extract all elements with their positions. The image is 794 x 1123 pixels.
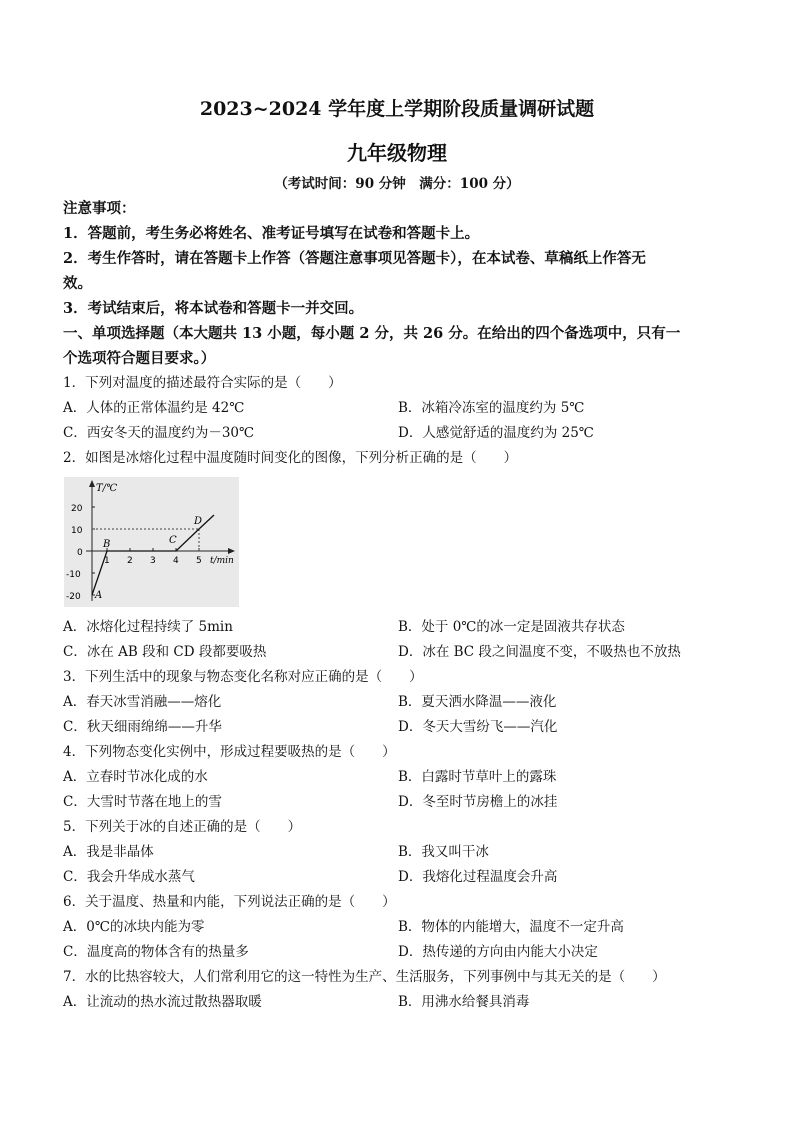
y-axis-arrow bbox=[89, 480, 95, 487]
note-item: 1．答题前，考生务必将姓名、准考证号填写在试卷和答题卡上。 bbox=[63, 225, 480, 242]
point-b-label: B bbox=[103, 539, 111, 550]
option-c: C．秋天细雨绵绵——升华 bbox=[63, 719, 222, 735]
note-item: 3．考试结束后，将本试卷和答题卡一并交回。 bbox=[63, 300, 364, 317]
y-tick-label: 0 bbox=[77, 548, 83, 558]
option-a: A．人体的正常体温约是 42℃ bbox=[63, 400, 245, 416]
option-b: B．用沸水给餐具消毒 bbox=[398, 994, 530, 1010]
y-tick-label: -10 bbox=[66, 570, 81, 580]
y-tick-label: 10 bbox=[71, 526, 83, 536]
x-axis-label: t/min bbox=[210, 556, 234, 566]
x-tick-label: 5 bbox=[196, 556, 202, 566]
option-d: D．人感觉舒适的温度约为 25℃ bbox=[398, 425, 594, 441]
option-c: C．温度高的物体含有的热量多 bbox=[63, 944, 249, 960]
option-a: A．0℃的冰块内能为零 bbox=[63, 919, 205, 935]
question-stem: 1．下列对温度的描述最符合实际的是（ ） bbox=[63, 375, 342, 391]
x-tick-label: 2 bbox=[127, 556, 133, 566]
note-item: 效。 bbox=[63, 275, 92, 292]
option-d: D．热传递的方向由内能大小决定 bbox=[398, 944, 598, 960]
option-c: C．西安冬天的温度约为－30℃ bbox=[63, 425, 255, 441]
point-a-label: A bbox=[95, 590, 103, 601]
option-a: A．春天冰雪消融——熔化 bbox=[63, 694, 222, 710]
point-c-label: C bbox=[169, 535, 177, 546]
question-stem: 7．水的比热容较大，人们常利用它的这一特性为生产、生活服务，下列事例中与其无关的是（ ） bbox=[63, 969, 666, 985]
melting-curve bbox=[92, 515, 214, 595]
option-c: C．大雪时节落在地上的雪 bbox=[63, 794, 222, 810]
option-a: A．让流动的热水流过散热器取暖 bbox=[63, 994, 262, 1010]
x-tick-label: 3 bbox=[150, 556, 156, 566]
melting-graph-svg bbox=[64, 477, 239, 607]
option-b: B．冰箱冷冻室的温度约为 5℃ bbox=[398, 400, 585, 416]
option-a: A．立春时节冰化成的水 bbox=[63, 769, 208, 785]
option-d: D．冰在 BC 段之间温度不变，不吸热也不放热 bbox=[398, 644, 681, 660]
melting-graph bbox=[64, 477, 239, 607]
x-tick-label: 4 bbox=[173, 556, 179, 566]
option-b: B．处于 0℃的冰一定是固液共存状态 bbox=[398, 619, 625, 635]
option-d: D．我熔化过程温度会升高 bbox=[398, 869, 558, 885]
question-stem: 4．下列物态变化实例中，形成过程要吸热的是（ ） bbox=[63, 744, 396, 760]
point-d-label: D bbox=[194, 516, 203, 527]
option-d: D．冬天大雪纷飞——汽化 bbox=[398, 719, 558, 735]
y-tick-label: -20 bbox=[66, 592, 81, 602]
notes-heading: 注意事项： bbox=[63, 200, 136, 217]
option-a: A．冰熔化过程持续了 5min bbox=[63, 619, 233, 635]
section-heading: 一、单项选择题（本大题共 13 小题，每小题 2 分，共 26 分。在给出的四个备选项中，只有一 bbox=[63, 325, 681, 342]
option-b: B．物体的内能增大，温度不一定升高 bbox=[398, 919, 624, 935]
x-axis-arrow bbox=[228, 548, 235, 554]
section-heading-cont: 个选项符合题目要求。） bbox=[63, 350, 216, 367]
exam-subject: 九年级物理 bbox=[347, 141, 447, 165]
exam-title: 2023~2024 学年度上学期阶段质量调研试题 bbox=[199, 98, 595, 120]
option-b: B．白露时节草叶上的露珠 bbox=[398, 769, 557, 785]
question-stem: 6．关于温度、热量和内能，下列说法正确的是（ ） bbox=[63, 894, 396, 910]
y-tick-label: 20 bbox=[71, 504, 83, 514]
option-b: B．夏天洒水降温——液化 bbox=[398, 694, 557, 710]
option-a: A．我是非晶体 bbox=[63, 844, 154, 860]
exam-info: （考试时间：90 分钟 满分：100 分） bbox=[274, 176, 520, 192]
x-tick-label: 1 bbox=[104, 556, 110, 566]
question-stem: 5．下列关于冰的自述正确的是（ ） bbox=[63, 819, 302, 835]
question-stem: 3．下列生活中的现象与物态变化名称对应正确的是（ ） bbox=[63, 669, 423, 685]
question-stem: 2．如图是冰熔化过程中温度随时间变化的图像，下列分析正确的是（ ） bbox=[63, 450, 518, 466]
option-d: D．冬至时节房檐上的冰挂 bbox=[398, 794, 558, 810]
note-item: 2．考生作答时，请在答题卡上作答（答题注意事项见答题卡），在本试卷、草稿纸上作答无 bbox=[63, 250, 646, 267]
option-c: C．我会升华成水蒸气 bbox=[63, 869, 195, 885]
option-c: C．冰在 AB 段和 CD 段都要吸热 bbox=[63, 644, 267, 660]
option-b: B．我又叫干冰 bbox=[398, 844, 489, 860]
y-axis-label: T/℃ bbox=[96, 483, 118, 494]
